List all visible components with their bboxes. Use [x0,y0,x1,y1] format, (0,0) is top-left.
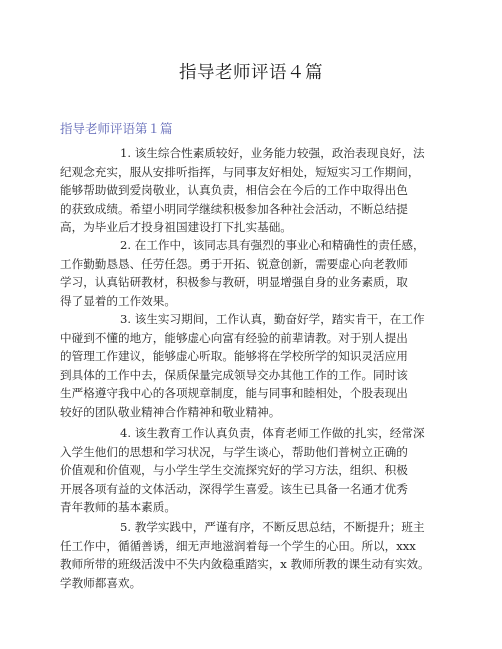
paragraph-line: 能够帮助做到爱岗敬业，认真负责，相信会在今后的工作中取得出色 [60,183,408,198]
paragraph-line: 5. 教学实践中，严谨有序，不断反思总结，不断提升；班主 [120,520,425,534]
paragraph-line: 4. 该生教育工作认真负责，体育老师工作做的扎实，经常深 [120,426,425,440]
paragraph-line: 生严格遵守我中心的各项规章制度，能与同事和睦相处，个股表现出 [60,386,408,401]
paragraph-line: 学习，认真钻研教材，积极参与教研，明显增强自身的业务素质，取 [60,275,408,290]
paragraph-line: 入学生他们的思想和学习状况，与学生谈心，帮助他们普树立正确的 [60,444,408,459]
paragraph-line: 1. 该生综合性素质较好，业务能力较强，政治表现良好，法 [120,146,425,160]
paragraph-4 [60,424,425,517]
paragraph-line: 开展各项有益的文体活动，深得学生喜爱。该生已具备一名通才优秀 [60,481,408,496]
paragraph-line: 较好的团队敬业精神合作精神和敬业精神。 [60,404,281,419]
paragraph-2 [60,236,425,310]
paragraph-line: 工作勤勤恳恳、任劳任怨。勇于开拓、锐意创新，需要虚心向老教师 [60,256,408,271]
paragraph-line: 纪观念充实，服从安排听指挥，与同事友好相处，短短实习工作期间， [60,164,420,179]
paragraph-line: 的获致成绩。希望小明同学继续积极参加各种社会活动，不断总结提 [60,201,408,216]
paragraph-line: 青年教师的基本素质。 [60,500,176,515]
paragraph-line: 价值观和价值观，与小学生学生交流探究好的学习方法，组织、积极 [60,463,408,478]
paragraph-line: 3. 该生实习期间，工作认真，勤奋好学，踏实肯干，在工作 [120,312,425,326]
paragraph-line: 2. 在工作中，该同志具有强烈的事业心和精确性的责任感， [120,238,425,252]
paragraph-line: 到具体的工作中去，保质保量完成领导交办其他工作的工作。同时该 [60,367,408,382]
paragraph-5 [60,518,430,592]
paragraph-line: 学教师都喜欢。 [60,575,142,590]
paragraph-line: 高，为毕业后才投身祖国建设打下扎实基础。 [60,220,292,235]
paragraph-line: 中碰到不懂的地方，能够虚心向富有经验的前辈请教。对于别人提出 [60,330,408,345]
paragraph-line: 教师所带的班级活泼中不失内敛稳重踏实，x 教师所教的课生动有实效。 [60,557,430,572]
paragraph-line: 得了显着的工作效果。 [60,293,176,308]
document-title: 指导老师评语４篇 [179,63,323,83]
paragraph-line: 任工作中，循循善诱，细无声地滋润着每一个学生的心田。所以，xxx [60,538,416,553]
section-heading: 指导老师评语第１篇 [60,121,173,136]
paragraph-line: 的管理工作建议，能够虚心听取。能够将在学校所学的知识灵活应用 [60,349,408,364]
paragraph-3 [60,310,425,422]
paragraph-1 [60,144,425,237]
